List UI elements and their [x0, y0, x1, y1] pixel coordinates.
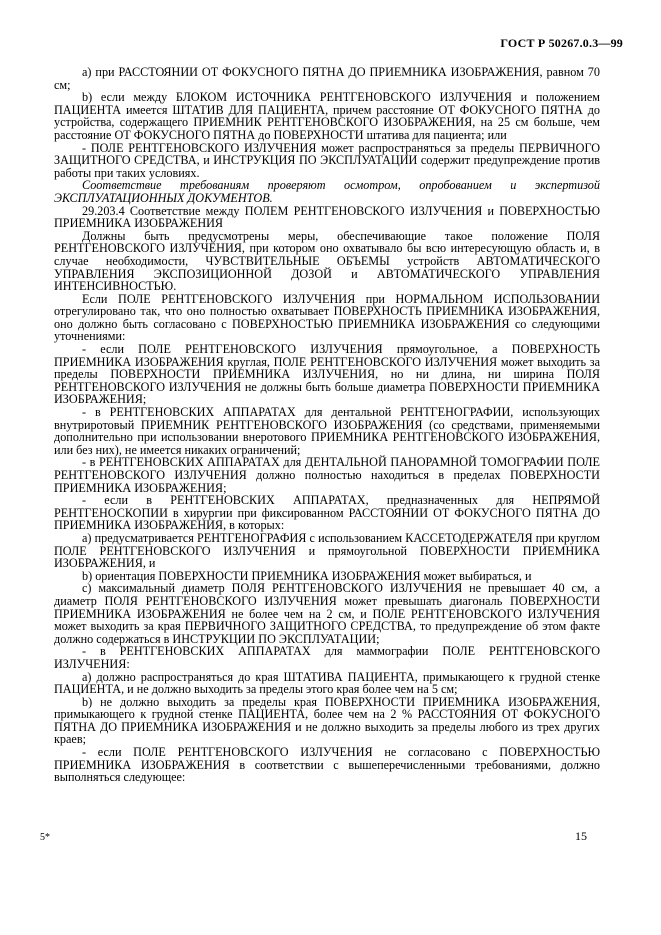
paragraph: с) максимальный диаметр ПОЛЯ РЕНТГЕНОВСКОГО ИЗЛУЧЕНИЯ не превышает 40 см, а диаметр ПОЛЯ РЕНТГЕНОВСКОГО ИЗЛУЧЕНИЯ может превышать диагональ ПОВЕРХНОСТИ ПРИЕМНИКА ИЗОБРАЖЕНИЯ не более чем на 2 см, и ПОЛЕ РЕНТГЕНОВСКОГО ИЗЛУЧЕНИЯ может выходить за края ПЕРВИЧНОГО ЗАЩИТНОГО СРЕДСТВА, то предупреждение об этом факте должно содержаться в ИНСТРУКЦИИ ПО ЭКСПЛУАТАЦИИ;: [54, 581, 600, 646]
paragraph: - в РЕНТГЕНОВСКИХ АППАРАТАХ для ДЕНТАЛЬНОЙ ПАНОРАМНОЙ ТОМОГРАФИИ ПОЛЕ РЕНТГЕНОВСКОГО ИЗЛУЧЕНИЯ должно полностью находиться в пределах ПОВЕРХНОСТИ ПРИЕМНИКА ИЗОБРАЖЕНИЯ;: [54, 455, 600, 495]
standard-header: ГОСТ Р 50267.0.3—99: [500, 36, 623, 50]
paragraph: - в РЕНТГЕНОВСКИХ АППАРАТАХ для дентальной РЕНТГЕНОГРАФИИ, использующих внутриротовый ПРИЕМНИК РЕНТГЕНОВСКОГО ИЗОБРАЖЕНИЯ (со средствами, применяемыми дополнительно при использовании внеротового ПРИЕМНИКА РЕНТГЕНОВСКОГО ИЗОБРАЖЕНИЯ, или без них), не имеется никаких ограничений;: [54, 405, 600, 457]
body-text: [54, 66, 600, 784]
signature-mark: 5*: [40, 832, 50, 843]
paragraph: - ПОЛЕ РЕНТГЕНОВСКОГО ИЗЛУЧЕНИЯ может распространяться за пределы ПЕРВИЧНОГО ЗАЩИТНОГО СРЕДСТВА, и ИНСТРУКЦИЯ ПО ЭКСПЛУАТАЦИИ содержит предупреждение против работы при таких условиях.: [54, 140, 600, 180]
section-heading: 29.203.4 Соответствие между ПОЛЕМ РЕНТГЕНОВСКОГО ИЗЛУЧЕНИЯ и ПОВЕРХНОСТЬЮ ПРИЕМНИКА ИЗОБРАЖЕНИЯ: [54, 203, 600, 231]
paragraph: b) ориентация ПОВЕРХНОСТИ ПРИЕМНИКА ИЗОБРАЖЕНИЯ может выбираться, и: [82, 568, 532, 583]
paragraph: b) не должно выходить за пределы края ПОВЕРХНОСТИ ПРИЕМНИКА ИЗОБРАЖЕНИЯ, примыкающего к грудной стенке ПАЦИЕНТА, более чем на 2 % РАССТОЯНИЯ ОТ ФОКУСНОГО ПЯТНА ДО ПРИЕМНИКА ИЗОБРАЖЕНИЯ и не должно выходить за пределы любого из трех других краев;: [54, 694, 600, 747]
paragraph: Если ПОЛЕ РЕНТГЕНОВСКОГО ИЗЛУЧЕНИЯ при НОРМАЛЬНОМ ИСПОЛЬЗОВАНИИ отрегулировано так, что оно полностью охватывает ПОВЕРХНОСТЬ ПРИЕМНИКА ИЗОБРАЖЕНИЯ, оно должно быть согласовано с ПОВЕРХНОСТЬЮ ПРИЕМНИКА ИЗОБРАЖЕНИЯ со следующими уточнениями:: [54, 291, 600, 344]
paragraph: - если в РЕНТГЕНОВСКИХ АППАРАТАХ, предназначенных для НЕПРЯМОЙ РЕНТГЕНОСКОПИИ в хирургии при фиксированном РАССТОЯНИИ ОТ ФОКУСНОГО ПЯТНА ДО ПРИЕМНИКА ИЗОБРАЖЕНИЯ, в которых:: [54, 493, 600, 533]
paragraph: b) если между БЛОКОМ ИСТОЧНИКА РЕНТГЕНОВСКОГО ИЗЛУЧЕНИЯ и положением ПАЦИЕНТА имеется ШТАТИВ ДЛЯ ПАЦИЕНТА, причем расстояние ОТ ФОКУСНОГО ПЯТНА до устройства, содержащего ПРИЕМНИК РЕНТГЕНОВСКОГО ИЗОБРАЖЕНИЯ, на 25 см больше, чем расстояние ОТ ФОКУСНОГО ПЯТНА до ПОВЕРХНОСТИ штатива для пациента; или: [54, 90, 600, 142]
paragraph: - если ПОЛЕ РЕНТГЕНОВСКОГО ИЗЛУЧЕНИЯ прямоугольное, а ПОВЕРХНОСТЬ ПРИЕМНИКА ИЗОБРАЖЕНИЯ круглая, ПОЛЕ РЕНТГЕНОВСКОГО ИЗЛУЧЕНИЯ может выходить за пределы ПОВЕРХНОСТИ ПРИЕМНИКА ИЗЛУЧЕНИЯ, но ни длина, ни ширина ПОЛЯ РЕНТГЕНОВСКОГО ИЗЛУЧЕНИЯ не должны быть больше диаметра ПОВЕРХНОСТИ ПРИЕМНИКА ИЗОБРАЖЕНИЯ;: [54, 342, 600, 407]
paragraph: а) предусматривается РЕНТГЕНОГРАФИЯ с использованием КАССЕТОДЕРЖАТЕЛЯ при круглом ПОЛЕ РЕНТГЕНОВСКОГО ИЗЛУЧЕНИЯ и прямоугольной ПОВЕРХНОСТИ ПРИЕМНИКА ИЗОБРАЖЕНИЯ, и: [54, 530, 600, 571]
paragraph: Должны быть предусмотрены меры, обеспечивающие такое положение ПОЛЯ РЕНТГЕНОВСКОГО ИЗЛУЧЕНИЯ, при котором оно охватывало бы всю интересующую область и, в случае необходимости, ЧУВСТВИТЕЛЬНЫЕ ОБЪЕМЫ устройств АВТОМАТИЧЕСКОГО УПРАВЛЕНИЯ ЭКСПОЗИЦИОННОЙ ДОЗОЙ и АВТОМАТИЧЕСКОГО УПРАВЛЕНИЯ ИНТЕНСИВНОСТЬЮ.: [54, 228, 600, 294]
page-number: 15: [575, 829, 587, 843]
paragraph: а) при РАССТОЯНИИ ОТ ФОКУСНОГО ПЯТНА ДО ПРИЕМНИКА ИЗОБРАЖЕНИЯ, равном 70 см;: [54, 65, 600, 92]
paragraph: а) должно распространяться до края ШТАТИВА ПАЦИЕНТА, примыкающего к грудной стенке ПАЦИЕНТА, и не должно выходить за пределы этого края более чем на 5 см;: [54, 669, 600, 697]
compliance-note: Соответствие требованиям проверяют осмотром, опробованием и экспертизой ЭКСПЛУАТАЦИОННЫХ ДОКУМЕНТОВ.: [54, 178, 600, 205]
paragraph: - если ПОЛЕ РЕНТГЕНОВСКОГО ИЗЛУЧЕНИЯ не согласовано с ПОВЕРХНОСТЬЮ ПРИЕМНИКА ИЗОБРАЖЕНИЯ в соответствии с вышеперечисленными требованиями, должно выполняться следующее:: [54, 745, 600, 785]
paragraph: - в РЕНТГЕНОВСКИХ АППАРАТАХ для маммографии ПОЛЕ РЕНТГЕНОВСКОГО ИЗЛУЧЕНИЯ:: [54, 644, 600, 671]
